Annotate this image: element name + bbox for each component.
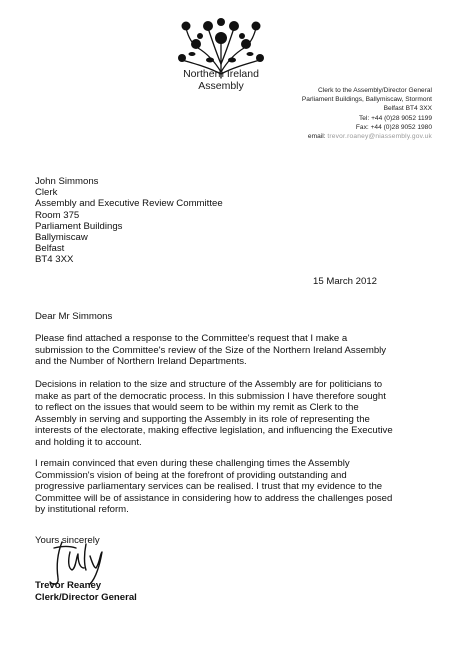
body-line: Committee will be of assistance in considering how to address the challenges posed: [35, 492, 393, 504]
body-paragraph-3: [35, 458, 421, 516]
body-line: and the Number of Northern Ireland Departments.: [35, 356, 247, 367]
signatory-title: Clerk/Director General: [35, 591, 137, 603]
telephone-label: Tel:: [358, 114, 370, 122]
recipient-line: Ballymiscaw: [35, 232, 88, 244]
recipient-line: Clerk: [35, 187, 58, 199]
recipient-line: Belfast: [35, 243, 65, 255]
address-line: Belfast BT4 3XX: [383, 105, 432, 113]
telephone-line: [240, 114, 432, 123]
body-line: and holding it to account.: [35, 436, 142, 448]
fax-label: Fax:: [355, 123, 369, 131]
recipient-line: John Simmons: [35, 176, 99, 187]
recipient-line: BT4 3XX: [35, 254, 74, 266]
fax-line: [240, 123, 432, 132]
body-paragraph-2: [35, 379, 421, 448]
telephone-number: +44 (0)28 9052 1199: [371, 114, 432, 122]
body-line: interests of the electorate, making effective legislation, and influencing the Executive: [35, 425, 393, 436]
body-line: by institutional reform.: [35, 504, 129, 515]
body-line: make as part of the democratic process. In this submission I have therefore sought: [35, 390, 386, 402]
letterhead-address-block: [240, 86, 432, 141]
letter-date: 15 March 2012: [313, 276, 377, 287]
email-label: email:: [307, 133, 326, 141]
recipient-line: Assembly and Executive Review Committee: [35, 198, 223, 210]
organisation-name-line2: Assembly: [198, 80, 244, 92]
body-line: submission to the Committee's review of the Size of the Northern Ireland Assembly: [35, 344, 387, 356]
recipient-line: Parliament Buildings: [35, 220, 123, 232]
address-line: Parliament Buildings, Ballymiscaw, Stormont: [301, 96, 432, 104]
body-line: Decisions in relation to the size and structure of the Assembly are for politicians to: [35, 379, 383, 390]
body-line: Please find attached a response to the Committee's request that I make a: [35, 333, 348, 344]
body-line: to reflect on the issues that would seem to be within my remit as Clerk to the: [35, 402, 359, 413]
email-line: [240, 132, 432, 141]
signatory-block: [35, 580, 137, 603]
address-line: Clerk to the Assembly/Director General: [318, 87, 432, 94]
recipient-line: Room 375: [35, 209, 80, 221]
salutation: Dear Mr Simmons: [35, 311, 113, 322]
body-line: progressive parliamentary services can be realised. I trust that my evidence to the: [35, 481, 383, 492]
organisation-name-line1: Northern Ireland: [183, 68, 259, 80]
body-line: Commission's vision of being at the forefront of providing outstanding and: [35, 469, 347, 481]
recipient-address-block: [35, 176, 223, 266]
email-address: trevor.roaney@niassembly.gov.uk: [327, 133, 432, 141]
fax-number: +44 (0)28 9052 1980: [370, 123, 432, 131]
body-line: Assembly in serving and supporting the Assembly in its role of representing the: [35, 413, 370, 425]
body-line: I remain convinced that even during these challenging times the Assembly: [35, 458, 350, 469]
body-paragraph-1: [35, 333, 421, 368]
complimentary-close: Yours sincerely: [35, 535, 100, 546]
signatory-name: Trevor Reaney: [35, 580, 102, 591]
